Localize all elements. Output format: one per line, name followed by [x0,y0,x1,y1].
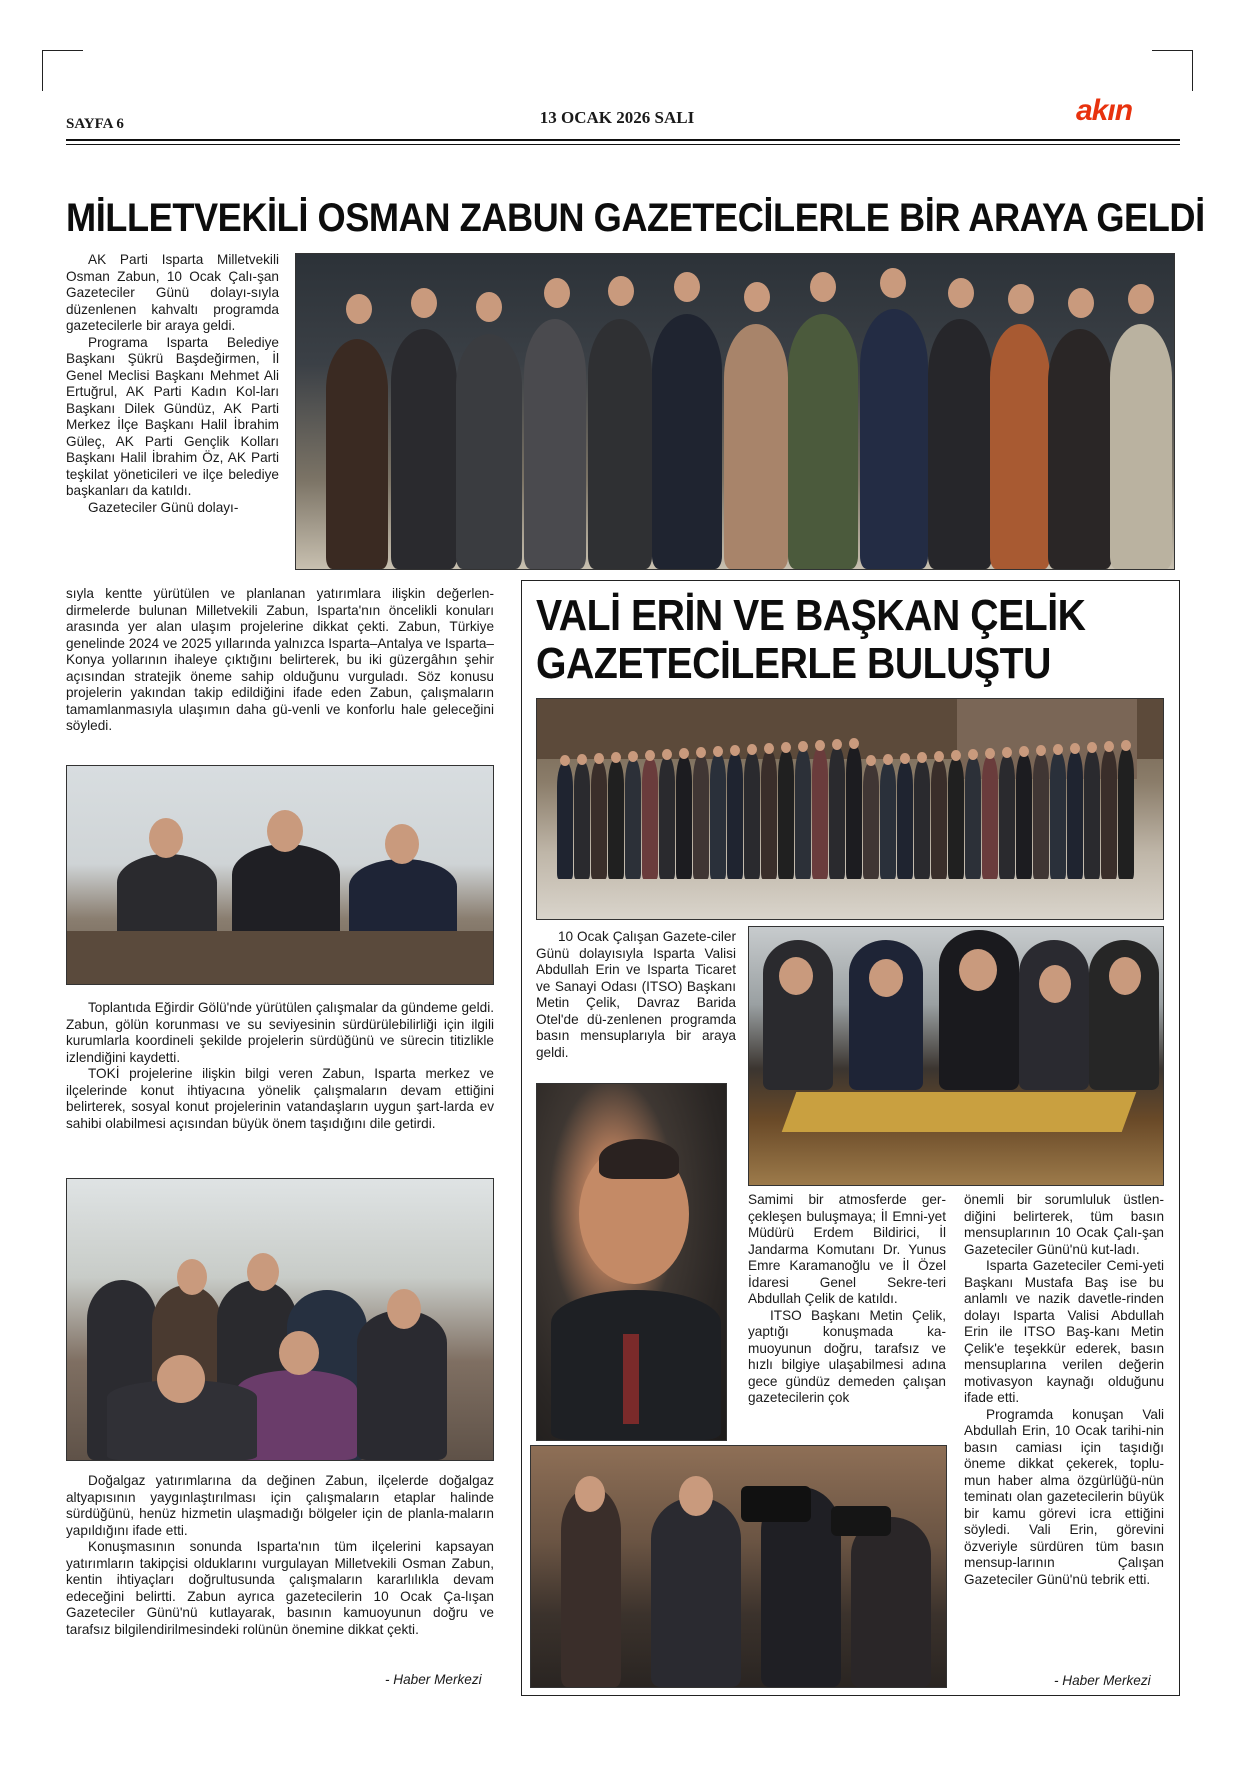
article1-paragraph: Gazeteciler Günü dolayı- [88,499,239,515]
crowd-figure [676,754,692,879]
crowd-figure-head [1121,740,1131,751]
crowd-figure [931,757,947,879]
group-photo-zabun [295,253,1175,570]
crowd-figure [880,760,896,879]
crowd-figure [1050,750,1066,879]
crowd-figure [574,760,590,879]
article2-paragraph: önemli bir sorumluluk üstlen-diğini belirterek, tüm basın mensuplarının 10 Ocak Çalı-şan Gazeteciler Günü'nü kut-ladı. [964,1192,1164,1257]
article2-headline-line1: VALİ ERİN VE BAŞKAN ÇELİK [536,591,1086,640]
crowd-figure [642,756,658,879]
crowd-figure-head [713,746,723,757]
crowd-figure-head [1002,747,1012,758]
crowd-figure [897,759,913,879]
article1-intro-column [66,252,279,516]
crowd-figure [727,751,743,879]
crowd-figure [1033,751,1049,879]
crowd-figure-head [849,738,859,749]
crowd-figure-head [645,750,655,761]
vali-portrait-photo [536,1083,727,1441]
crowd-figure-head [679,748,689,759]
crowd-figure [761,749,777,879]
article2-paragraph: Isparta Gazeteciler Cemi-yeti Başkanı Mustafa Baş ise bu anlamlı ve nazik davetle-rinden dolayı Isparta Valisi Abdullah Erin ile ITSO Baş-kanı Metin Çelik'e teşekkür ederek, basın mensuplarına verilen değerin motivasyon kaynağı olduğunu ifade etti. [964,1258,1164,1405]
crowd-figure-head [730,745,740,756]
article1-paragraph: TOKİ projelerine ilişkin bilgi veren Zabun, Isparta merkez ve ilçelerinde konut ihtiyacına yönelik çalışmaların devam ettiğini belirterek, sosyal konut projelerinin vatandaşların uygun şart-larda ev sahibi olabilmesi açısından büyük önem taşıdığını dile getirdi. [66,1066,494,1131]
crowd-figure-head [696,747,706,758]
crowd-figure [965,755,981,879]
crowd-figure-head [883,754,893,765]
article2-paragraph: 10 Ocak Çalışan Gazete-ciler Günü dolayısıyla Isparta Valisi Abdullah Erin ve Isparta Ticaret ve Sanayi Odası (ITSO) Başkanı Metin Çelik, Davraz Barida Otel'de dü-zenlenen programda basın mensuplarıyla bir araya geldi. [536,929,736,1060]
article2-right-column [964,1192,1164,1588]
crowd-figure-head [747,744,757,755]
crowd-figure-head [917,752,927,763]
crowd-figure-head [1019,746,1029,757]
crowd-figure [710,752,726,879]
crowd-figure [557,761,573,879]
crowd-figure-head [560,755,570,766]
article1-paragraph: Doğalgaz yatırımlarına da değinen Zabun, ilçelerde doğalgaz altyapısının yaygınlaştırılması için çalışmaların etaplar halinde sürdüğünü, henüz hizmetin ulaşmadığı bölgeler için de planla-maların yapıldığını ifade etti. [66,1473,494,1538]
crowd-figure-head [815,740,825,751]
crowd-figure-head [1104,741,1114,752]
crowd-figure-head [832,739,842,750]
crowd-figure [693,753,709,879]
crowd-figure [829,745,845,879]
crowd-figure [863,761,879,879]
article2-paragraph: ITSO Başkanı Metin Çelik, yaptığı konuşmada ka-muoyunun doğru, tarafsız ve hızlı bilgiye ulaşabilmesi adına gece gündüz demeden çalışan gazetecilerin çok [748,1307,946,1405]
article2-paragraph: Samimi bir atmosferde ger-çekleşen buluşmaya; İl Emni-yet Müdürü Erdem Bildirici, İl Jandarma Komutanı Dr. Yunus Emre Karamanoğlu ve İl Özel İdaresi Genel Sekre-teri Abdullah Çelik de katıldı. [748,1192,946,1306]
cameramen-photo [530,1445,947,1688]
crowd-figure-head [985,748,995,759]
press-meeting-photo-2 [66,1178,494,1461]
article2-mid-column [748,1192,946,1407]
crowd-figure-head [781,742,791,753]
crowd-figure [659,755,675,879]
crop-mark-top-left [42,50,83,91]
article1-paragraph: AK Parti Isparta Milletvekili Osman Zabun, 10 Ocak Çalı-şan Gazeteciler Günü dolayı-sıyla düzenlenen kahvaltı programda gazetecilerle bir araya geldi. [66,252,279,333]
issue-date: 13 OCAK 2026 SALI [539,108,695,127]
page-number: SAYFA 6 [66,116,124,132]
press-meeting-photo [66,765,494,985]
vali-press-table-photo [748,926,1164,1186]
crowd-figure-head [798,741,808,752]
crowd-figure [982,754,998,879]
article1-paragraph: Konuşmasının sonunda Isparta'nın tüm ilçelerini kapsayan yatırımların takipçisi olduklarını vurgulayan Milletvekili Osman Zabun, kentin ihtiyaçları doğrultusunda çalışmaların kararlılıkla devam edeceğini belirtti. Zabun ayrıca gazetecilerin 10 Ocak Ça-lışan Gazeteciler Günü'nü kutlayarak, basının kamuoyunun doğru ve tarafsız bilgilendirilmesindeki rolünün önemine dikkat çekti. [66,1539,494,1637]
crowd-figure-head [968,749,978,760]
crowd-figure [948,756,964,879]
article1-paragraph: Programa Isparta Belediye Başkanı Şükrü Başdeğirmen, İl Genel Meclisi Başkanı Mehmet Ali Ertuğrul, AK Parti Kadın Kol-ları Başkanı Dilek Gündüz, AK Parti Merkez İlçe Başkanı Halil İbrahim Güleç, AK Parti Gençlik Kolları Başkanı Halil İbrahim Öz, AK Parti teşkilat yöneticileri ve ilçe belediye başkanları da katıldı. [66,334,279,498]
article1-main-column [66,586,494,735]
article1-credit: - Haber Merkezi [385,1672,482,1687]
crowd-figure-head [934,751,944,762]
crowd-figure [795,747,811,879]
article2-headline-line2: GAZETECİLERLE BULUŞTU [536,639,1051,688]
article2-credit: - Haber Merkezi [1054,1673,1151,1688]
crowd-figure [1101,747,1117,879]
group-photo-erin-celik [536,698,1164,920]
header-rule [66,139,1180,141]
crowd-figure [778,748,794,879]
crowd-figure [625,757,641,879]
crowd-figure [914,758,930,879]
article2-headline [536,592,1085,688]
newspaper-logo: akın [1076,94,1133,127]
article1-headline: MİLLETVEKİLİ OSMAN ZABUN GAZETECİLERLE BİR ARAYA GELDİ [66,196,1205,240]
article2-paragraph: Programda konuşan Vali Abdullah Erin, 10 Ocak tarihi-nin basın camiası için taşıdığı öneme dikkat çekerek, toplu-mun haber alma özgürlüğü-nün teminatı olan gazetecilerin büyük bir kamu görevi icra ettiğini söyledi. Vali Erin, görevini özveriyle sürdüren tüm basın mensup-larının Çalışan Gazeteciler Günü'nü tebrik etti. [964,1406,1164,1587]
crowd-figure [999,753,1015,879]
crowd-figure [591,759,607,879]
header-rule-thin [66,144,1180,145]
crowd-figure-head [866,755,876,766]
crowd-figure [744,750,760,879]
crowd-figure-head [1070,743,1080,754]
crowd-figure [1016,752,1032,879]
article1-lower-column [66,1000,494,1132]
crowd-figure-head [1087,742,1097,753]
crowd-figure [1067,749,1083,879]
crowd-figure [812,746,828,879]
crowd-figure-head [577,754,587,765]
crop-mark-top-right [1152,50,1193,91]
crowd-figure [846,744,862,879]
article1-final-column [66,1473,494,1638]
crowd-figure-head [764,743,774,754]
crowd-figure [1118,746,1134,879]
crowd-figure-head [1036,745,1046,756]
crowd-figure [608,758,624,879]
crowd-figure-head [1053,744,1063,755]
crowd-figure-head [628,751,638,762]
crowd-figure-head [611,752,621,763]
crowd-figure [1084,748,1100,879]
crowd-figure-head [594,753,604,764]
article1-paragraph: sıyla kentte yürütülen ve planlanan yatırımlara ilişkin değerlen-dirmelerde bulunan Milletvekili Zabun, Isparta'nın öncelikli konuları arasında yer alan ulaşım projelerine dikkat çekti. Zabun, Türkiye genelinde 2024 ve 2025 yıllarında yalnızca Isparta–Antalya ve Isparta–Konya yollarının ihaleye çıktığını belirterek, bu iki güzergâhın şehir açısından stratejik öneme sahip olduğunu vurguladı. Söz konusu projelerin yakından takip edildiğini ifade eden Zabun, çalışmaların tamamlanmasıyla ulaşımın daha gü-venli ve konforlu hale geleceğini söyledi. [66,586,494,733]
article2-intro-column [536,929,736,1061]
crowd-figure-head [951,750,961,761]
crowd-figure-head [900,753,910,764]
crowd-figure-head [662,749,672,760]
article1-paragraph: Toplantıda Eğirdir Gölü'nde yürütülen çalışmalar da gündeme geldi. Zabun, gölün korunması ve su seviyesinin sürdürülebilirliği için ilgili kurumlarla koordineli şekilde projelerin sürdüğünü ve sürecin titizlikle izlendiğini kaydetti. [66,1000,494,1065]
